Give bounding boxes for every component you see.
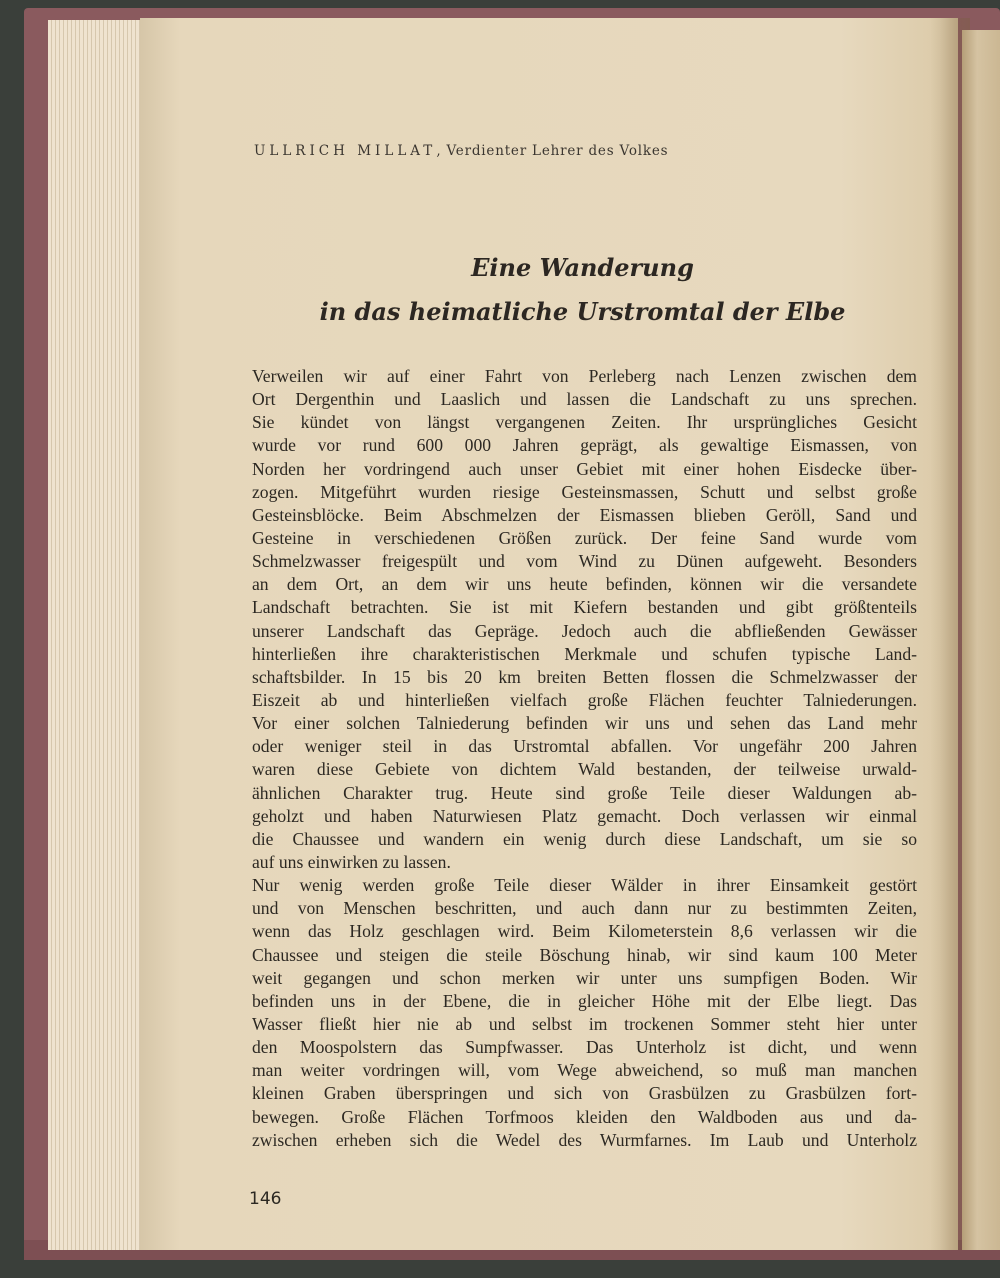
body-line: oder weniger steil in das Urstromtal abfallen. Vor ungefähr 200 Jahren [252,736,917,757]
body-line: unserer Landschaft das Gepräge. Jedoch auch die abfließenden Gewässer [252,620,917,641]
body-line: schaftsbilder. In 15 bis 20 km breiten Betten flossen die Schmelzwasser der [252,666,917,687]
body-line: Eiszeit ab und hinterließen vielfach große Flächen feuchter Talniederungen. [252,689,917,710]
body-line: befinden uns in der Ebene, die in gleicher Höhe mit der Elbe liegt. Das [252,990,917,1011]
body-line: Verweilen wir auf einer Fahrt von Perleberg nach Lenzen zwischen dem [252,366,917,386]
body-line: geholzt und haben Naturwiesen Platz gemacht. Doch verlassen wir einmal [252,805,917,826]
body-line: Sie kündet von längst vergangenen Zeiten. Ihr ursprüngliches Gesicht [252,412,917,433]
body-line: die Chaussee und wandern ein wenig durch diese Landschaft, um sie so [252,828,917,849]
body-line: zogen. Mitgeführt wurden riesige Gesteinsmassen, Schutt und selbst große [252,481,917,502]
body-line: wenn das Holz geschlagen wird. Beim Kilometerstein 8,6 verlassen wir die [252,921,917,942]
author-role: , Verdienter Lehrer des Volkes [436,143,669,159]
body-line: Nur wenig werden große Teile dieser Wälder in ihrer Einsamkeit gestört [252,875,917,896]
page-number: 146 [249,1189,282,1209]
next-page-edge [962,30,1000,1250]
body-line: an dem Ort, an dem wir uns heute befinden, können wir die versandete [252,574,917,595]
running-header [254,143,914,159]
title-line-1: Eine Wanderung [471,253,694,282]
body-line: ähnlichen Charakter trug. Heute sind große Teile dieser Waldungen ab- [252,782,917,803]
body-text [252,365,917,1152]
body-line: weit gegangen und schon merken wir unter uns sumpfigen Boden. Wir [252,967,917,988]
body-line: Chaussee und steigen die steile Böschung hinab, wir sind kaum 100 Meter [252,944,917,965]
body-line: Wasser fließt hier nie ab und selbst im trockenen Sommer steht hier unter [252,1013,917,1034]
body-line: Ort Dergenthin und Laaslich und lassen die Landschaft zu uns sprechen. [252,389,917,410]
body-line: zwischen erheben sich die Wedel des Wurmfarnes. Im Laub und Unterholz [252,1129,917,1150]
body-line: Schmelzwasser freigespült und vom Wind zu Dünen aufgeweht. Besonders [252,551,917,572]
body-line: Gesteinsblöcke. Beim Abschmelzen der Eismassen blieben Geröll, Sand und [252,504,917,525]
body-line: waren diese Gebiete von dichtem Wald bestanden, der teilweise urwald- [252,759,917,780]
body-line: Gesteine in verschiedenen Größen zurück. Der feine Sand wurde vom [252,527,917,548]
body-line: Landschaft betrachten. Sie ist mit Kiefern bestanden und gibt größtenteils [252,597,917,618]
body-line: und von Menschen beschritten, und auch dann nur zu bestimmten Zeiten, [252,898,917,919]
body-line: auf uns einwirken zu lassen. [252,851,451,872]
author-name: ULLRICH MILLAT [254,143,437,159]
body-line: bewegen. Große Flächen Torfmoos kleiden den Waldboden aus und da- [252,1106,917,1127]
body-line: hinterließen ihre charakteristischen Merkmale und schufen typische Land- [252,643,917,664]
body-line: kleinen Graben überspringen und sich von Grasbülzen zu Grasbülzen fort- [252,1083,917,1104]
body-line: den Moospolstern das Sumpfwasser. Das Unterholz ist dicht, und wenn [252,1037,917,1058]
body-line: wurde vor rund 600 000 Jahren geprägt, als gewaltige Eismassen, von [252,435,917,456]
body-line: Norden her vordringend auch unser Gebiet mit einer hohen Eisdecke über- [252,458,917,479]
body-line: man weiter vordringen will, vom Wege abweichend, so muß man manchen [252,1060,917,1081]
body-line: Vor einer solchen Talniederung befinden wir uns und sehen das Land mehr [252,713,917,734]
title-line-2: in das heimatliche Urstromtal der Elbe [319,297,846,326]
